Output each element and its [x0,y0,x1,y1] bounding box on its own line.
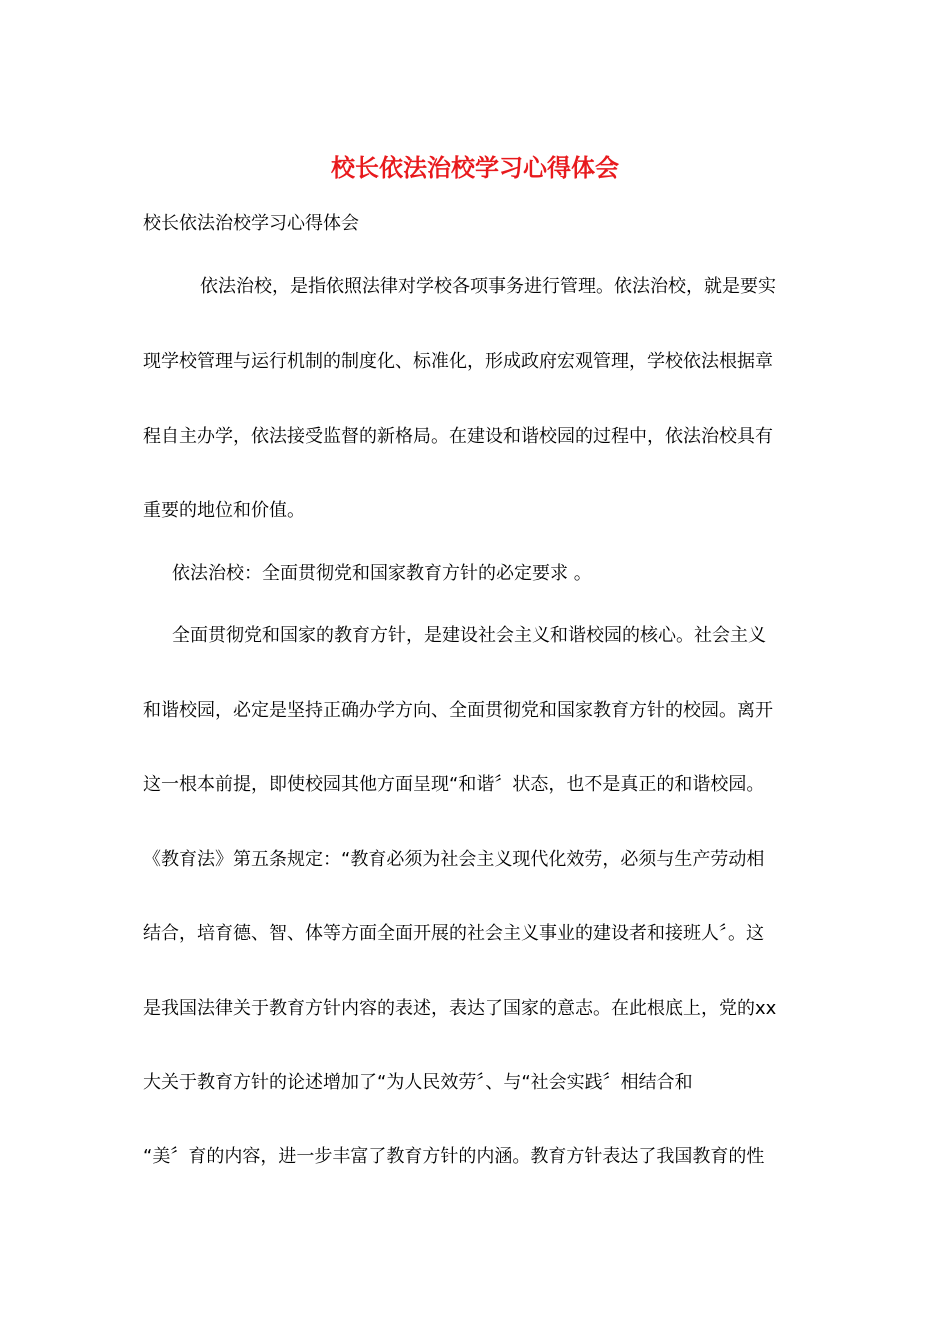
paragraph-line: “美〞育的内容，进一步丰富了教育方针的内涵。教育方针表达了我国教育的性 [143,1146,765,1167]
paragraph-line: 大关于教育方针的论述增加了“为人民效劳〞、与“社会实践〞相结合和 [143,1072,693,1093]
paragraph-line: 程自主办学，依法接受监督的新格局。在建设和谐校园的过程中，依法治校具有 [143,426,773,447]
paragraph-line: 《教育法》第五条规定：“教育必须为社会主义现代化效劳，必须与生产劳动相 [143,849,765,870]
paragraph-line: 和谐校园，必定是坚持正确办学方向、全面贯彻党和国家教育方针的校园。离开 [143,700,773,721]
paragraph-line: 全面贯彻党和国家的教育方针，是建设社会主义和谐校园的核心。社会主义 [172,625,766,646]
paragraph-line: 是我国法律关于教育方针内容的表述，表达了国家的意志。在此根底上，党的xx [143,998,777,1019]
paragraph-line: 现学校管理与运行机制的制度化、标准化，形成政府宏观管理，学校依法根据章 [143,351,773,372]
section-heading: 依法治校：全面贯彻党和国家教育方针的必定要求 。 [172,563,592,584]
paragraph-line: 这一根本前提，即使校园其他方面呈现“和谐〞状态，也不是真正的和谐校园。 [143,774,765,795]
paragraph-line: 重要的地位和价值。 [143,500,305,521]
document-title: 校长依法治校学习心得体会 [331,153,619,182]
subtitle-line: 校长依法治校学习心得体会 [143,213,359,234]
paragraph-line: 结合，培育德、智、体等方面全面开展的社会主义事业的建设者和接班人〞。这 [143,923,764,944]
paragraph-line: 依法治校，是指依照法律对学校各项事务进行管理。依法治校，就是要实 [200,276,776,297]
